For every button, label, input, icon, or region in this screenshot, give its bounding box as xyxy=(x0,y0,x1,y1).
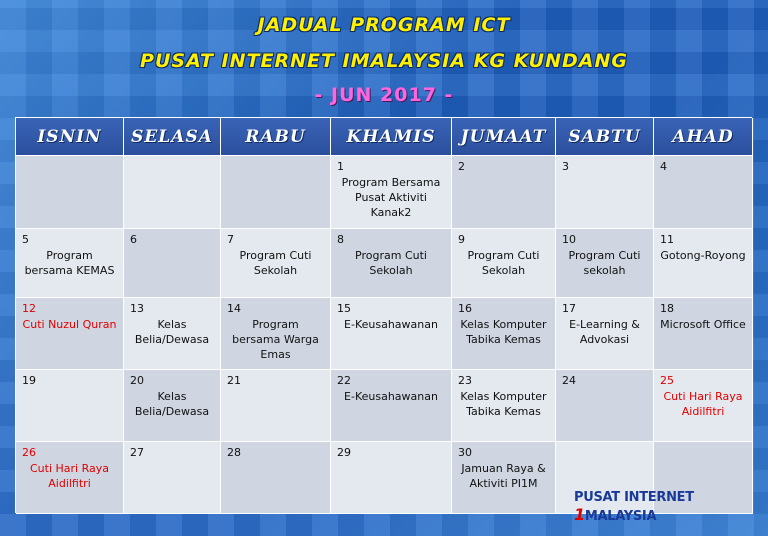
day-number: 19 xyxy=(22,374,36,387)
calendar-cell[interactable] xyxy=(452,229,556,298)
calendar-grid xyxy=(15,117,752,513)
day-number: 14 xyxy=(227,302,241,315)
event-text: Cuti Hari Raya Aidilfitri xyxy=(663,390,743,418)
event-text: Cuti Hari Raya Aidilfitri xyxy=(30,462,109,490)
logo-one: 1 xyxy=(574,505,585,524)
calendar-cell[interactable] xyxy=(16,370,124,442)
day-header: RABU xyxy=(221,118,331,156)
day-header: ISNIN xyxy=(16,118,124,156)
calendar-cell[interactable] xyxy=(124,442,221,514)
day-number: 8 xyxy=(337,233,344,246)
calendar-cell[interactable] xyxy=(331,156,452,229)
calendar-cell[interactable] xyxy=(124,370,221,442)
calendar-cell[interactable] xyxy=(556,298,654,370)
calendar-cell[interactable] xyxy=(16,156,124,229)
day-number: 25 xyxy=(660,374,674,387)
day-number: 10 xyxy=(562,233,576,246)
day-header: AHAD xyxy=(654,118,753,156)
calendar-cell[interactable] xyxy=(221,156,331,229)
day-number: 15 xyxy=(337,302,351,315)
calendar-cell[interactable] xyxy=(221,298,331,370)
event-text: Program Cuti Sekolah xyxy=(239,249,312,277)
calendar-cell[interactable] xyxy=(124,298,221,370)
day-header: SELASA xyxy=(124,118,221,156)
event-text: Microsoft Office xyxy=(660,318,746,331)
calendar-cell[interactable] xyxy=(16,298,124,370)
day-number: 22 xyxy=(337,374,351,387)
event-text: Program Cuti Sekolah xyxy=(467,249,540,277)
day-number: 30 xyxy=(458,446,472,459)
calendar-cell[interactable] xyxy=(124,156,221,229)
calendar-cell[interactable] xyxy=(331,370,452,442)
day-header: JUMAAT xyxy=(452,118,556,156)
calendar-cell[interactable] xyxy=(556,229,654,298)
calendar-cell[interactable] xyxy=(452,156,556,229)
calendar-cell[interactable] xyxy=(221,442,331,514)
calendar-cell[interactable] xyxy=(654,298,753,370)
day-number: 27 xyxy=(130,446,144,459)
event-text: E-Keusahawanan xyxy=(344,390,438,403)
event-text: Program bersama KEMAS xyxy=(24,249,115,277)
day-number: 23 xyxy=(458,374,472,387)
calendar-cell[interactable] xyxy=(331,298,452,370)
day-number: 24 xyxy=(562,374,576,387)
calendar-cell[interactable] xyxy=(221,370,331,442)
day-number: 26 xyxy=(22,446,36,459)
calendar-cell[interactable] xyxy=(16,229,124,298)
day-number: 18 xyxy=(660,302,674,315)
day-number: 1 xyxy=(337,160,344,173)
day-number: 12 xyxy=(22,302,36,315)
day-number: 16 xyxy=(458,302,472,315)
day-header: KHAMIS xyxy=(331,118,452,156)
calendar-cell[interactable] xyxy=(452,370,556,442)
calendar-cell[interactable] xyxy=(556,156,654,229)
calendar-cell[interactable] xyxy=(124,229,221,298)
day-header: SABTU xyxy=(556,118,654,156)
calendar-cell[interactable] xyxy=(331,229,452,298)
event-text: Program Bersama Pusat Aktiviti Kanak2 xyxy=(341,176,441,219)
event-text: Jamuan Raya & Aktiviti PI1M xyxy=(461,462,546,490)
day-number: 4 xyxy=(660,160,667,173)
calendar-cell[interactable] xyxy=(654,156,753,229)
day-number: 6 xyxy=(130,233,137,246)
calendar-cell[interactable] xyxy=(16,442,124,514)
event-text: Kelas Komputer Tabika Kemas xyxy=(460,390,547,418)
day-number: 9 xyxy=(458,233,465,246)
logo-text-b: MALAYSIA xyxy=(584,509,657,524)
day-number: 29 xyxy=(337,446,351,459)
month-label: - JUN 2017 - xyxy=(314,84,454,106)
calendar-cell[interactable] xyxy=(556,370,654,442)
calendar-cell[interactable] xyxy=(654,229,753,298)
day-number: 2 xyxy=(458,160,465,173)
calendar-cell[interactable] xyxy=(221,229,331,298)
calendar-cell[interactable] xyxy=(654,370,753,442)
event-text: Kelas Komputer Tabika Kemas xyxy=(460,318,547,346)
calendar-cell[interactable] xyxy=(452,298,556,370)
event-text: E-Keusahawanan xyxy=(344,318,438,331)
event-text: Kelas Belia/Dewasa xyxy=(134,318,210,346)
event-text: Kelas Belia/Dewasa xyxy=(134,390,210,418)
day-number: 21 xyxy=(227,374,241,387)
pusat-internet-logo xyxy=(574,490,768,524)
day-number: 17 xyxy=(562,302,576,315)
event-text: Program bersama Warga Emas xyxy=(232,318,319,361)
day-number: 5 xyxy=(22,233,29,246)
title-line-2: PUSAT INTERNET IMALAYSIA KG KUNDANG xyxy=(140,50,628,72)
day-number: 13 xyxy=(130,302,144,315)
day-number: 11 xyxy=(660,233,674,246)
event-text: Cuti Nuzul Quran xyxy=(22,318,117,331)
day-number: 28 xyxy=(227,446,241,459)
event-text: E-Learning & Advokasi xyxy=(569,318,640,346)
calendar-cell[interactable] xyxy=(452,442,556,514)
event-text: Program Cuti Sekolah xyxy=(355,249,427,277)
title-line-1: JADUAL PROGRAM ICT xyxy=(257,14,511,36)
logo-text-a: PUSAT INTERNET xyxy=(574,490,694,505)
event-text: Gotong-Royong xyxy=(660,249,746,262)
day-number: 7 xyxy=(227,233,234,246)
day-number: 3 xyxy=(562,160,569,173)
calendar-cell[interactable] xyxy=(331,442,452,514)
event-text: Program Cuti sekolah xyxy=(568,249,641,277)
day-number: 20 xyxy=(130,374,144,387)
